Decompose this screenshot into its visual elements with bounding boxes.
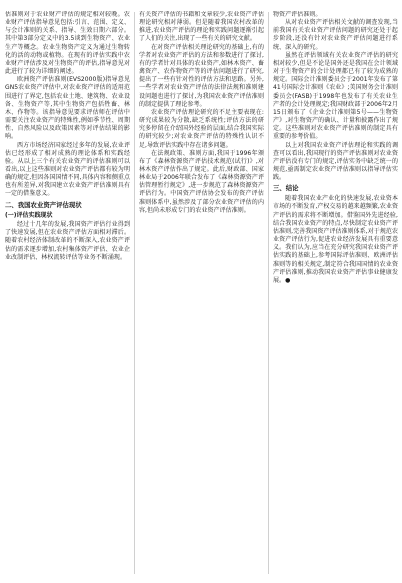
paragraph: 从对农业资产评估相关文献的调查发现,当前我国有关农业资产评估问题的研究还处于起步阶段,还没有针对农业资产评估问题进行系统、深入的研究。 — [273, 19, 398, 51]
section-heading: 二、我国农业资产评估现状 — [5, 200, 82, 209]
text-column-1 — [5, 11, 130, 576]
section-heading: 三、结论 — [273, 184, 299, 193]
subsection-heading: (一)评估实践现状 — [5, 211, 53, 219]
paragraph: 有关资产评估的书籍和文章较少,农业资产评估理论研究相对薄弱。但是随着我国农村改革的推进,农业资产评估的理论和实践问题逐渐引起了人们的关注,出现了一些有关的研究文献。 — [139, 11, 264, 43]
paragraph: 农业资产评估理论研究的不足主要表现在:研究成果较为分散,缺乏系统性;评估方法的研究多停留在介绍国外经验的层面,结合我国实际的研究较少;对农业资产评估的特殊性认识不足,导致评估实践中存在诸多问题。 — [139, 108, 264, 149]
paragraph: 经过十几年的发展,我国资产评估行业得到了快速发展,但在农业资产评估方面相对滞后。随着农村经济体制改革的不断深入,农业资产评估的需求逐步增加,农村集体资产评估、农业企业改制评估、林权流转评估等业务不断涌现。 — [5, 221, 130, 261]
text-column-2 — [139, 11, 264, 576]
paragraph: 在对资产评估相关理论研究的基础上,有的学者对农业资产评估的方法和参数进行了探讨,有的学者针对具体的农业资产,如林木资产、畜禽资产、农作物资产等的评估问题进行了研究,提出了一些有针对性的评估方法和思路。另外,一些学者对农业资产评估的法律法规和准则建设问题也进行了探讨,为我国农业资产评估准则的制定提供了理论参考。 — [139, 43, 264, 108]
paragraph: 物资产评估准则。 — [273, 11, 322, 18]
paragraph: 西方市场经济国家经过多年的发展,农业评估已经形成了相对成熟的理论体系和实践经验。从以上三个有关农业资产的评估准则可以看出,以上这些准则对农业资产评估都有较为明确的规定,但因各国国情不同,具体内容和侧重点也有所差异,对我国建立农业资产评估准则具有一定的借鉴意义。 — [5, 141, 130, 198]
paragraph: 欧洲资产评估准则(EVS2000版)指导意见GN5农业资产评估中,对农业资产评估的适用范围进行了界定,包括农业土地、建筑物、农业设备、生物资产等,其中生物资产包括牲畜、林木、作物等。该指导意见要求评估师在评估中需要关注农业资产的特殊性,例如季节性、周期性、自然风险以及政策因素等对评估结果的影响。 — [5, 76, 130, 141]
column-divider — [268, 12, 269, 574]
paragraph: 在法规政策、准则方面,我国于1996年颁布了《森林资源资产评估技术规范(试行)》,对林木资产评估作出了规定。此后,财政部、国家林业局于2006年联合发布了《森林资源资产评估管理暂行规定》,进一步规范了森林资源资产评估行为。中国资产评估协会发布的资产评估准则体系中,虽然涉及了部分农业资产评估的内容,但尚未形成专门的农业资产评估准则。 — [139, 149, 264, 214]
paragraph: 以上对我国农业资产评估理论和实践的调查可以看出,我国现行的资产评估准则对农业资产评估没有专门的规定,评估实务中缺乏统一的规范,亟需制定农业资产评估准则以指导评估实践。 — [273, 141, 398, 182]
paragraph: 虽然在评估领域有关农业资产评估的研究相对较少,但是不论是国外还是我国在会计领域对于生物资产的会计处理都已有了较为成熟的规定。国际会计准则委员会于2001年发布了第41号国际会计准则《农业》;美国财务会计准则委员会(FASB)于1998年也发布了有关农业生产者的会计处理规定;我国财政部于2006年2月15日颁布了《企业会计准则第5号——生物资产》,对生物资产的确认、计量和披露作出了规定。这些准则对农业资产评估准则的制定具有重要的参考价值。 — [273, 51, 398, 141]
paragraph: 随着我国农业产业化的快速发展,农业资本市场的不断发育,产权交易的越来越频繁,农业资产评估的需求将不断增加。借鉴国外先进经验,结合我国农业资产的特点,尽快制定农业资产评估准则,完善我国资产评估准则体系,对于规范农业资产评估行为,促进农业经济发展具有重要意义。我们认为,应当在充分研究我国农业资产评估实践的基础上,参考国际评估准则、欧洲评估准则等的相关规定,制定符合我国国情的农业资产评估准则,推动我国农业资产评估事业健康发展。● — [273, 195, 398, 284]
paragraph: 估准则对于农业财产评估的规定相对较晚。农业财产评估指导意见包括:引言、范围、定义、与会计准则的关系、指导、生效日期六部分。其中第3部分定义中的3.5谈到生物资产、农业生产等概念。农业生物资产定义为通过生物转化的活的动物或植物。在现有的评估实践中农业财产评估涉及对生物资产的评估,指导意见对此进行了较为详细的阐述。 — [5, 11, 130, 76]
text-column-3 — [273, 11, 398, 576]
column-divider — [134, 12, 135, 574]
